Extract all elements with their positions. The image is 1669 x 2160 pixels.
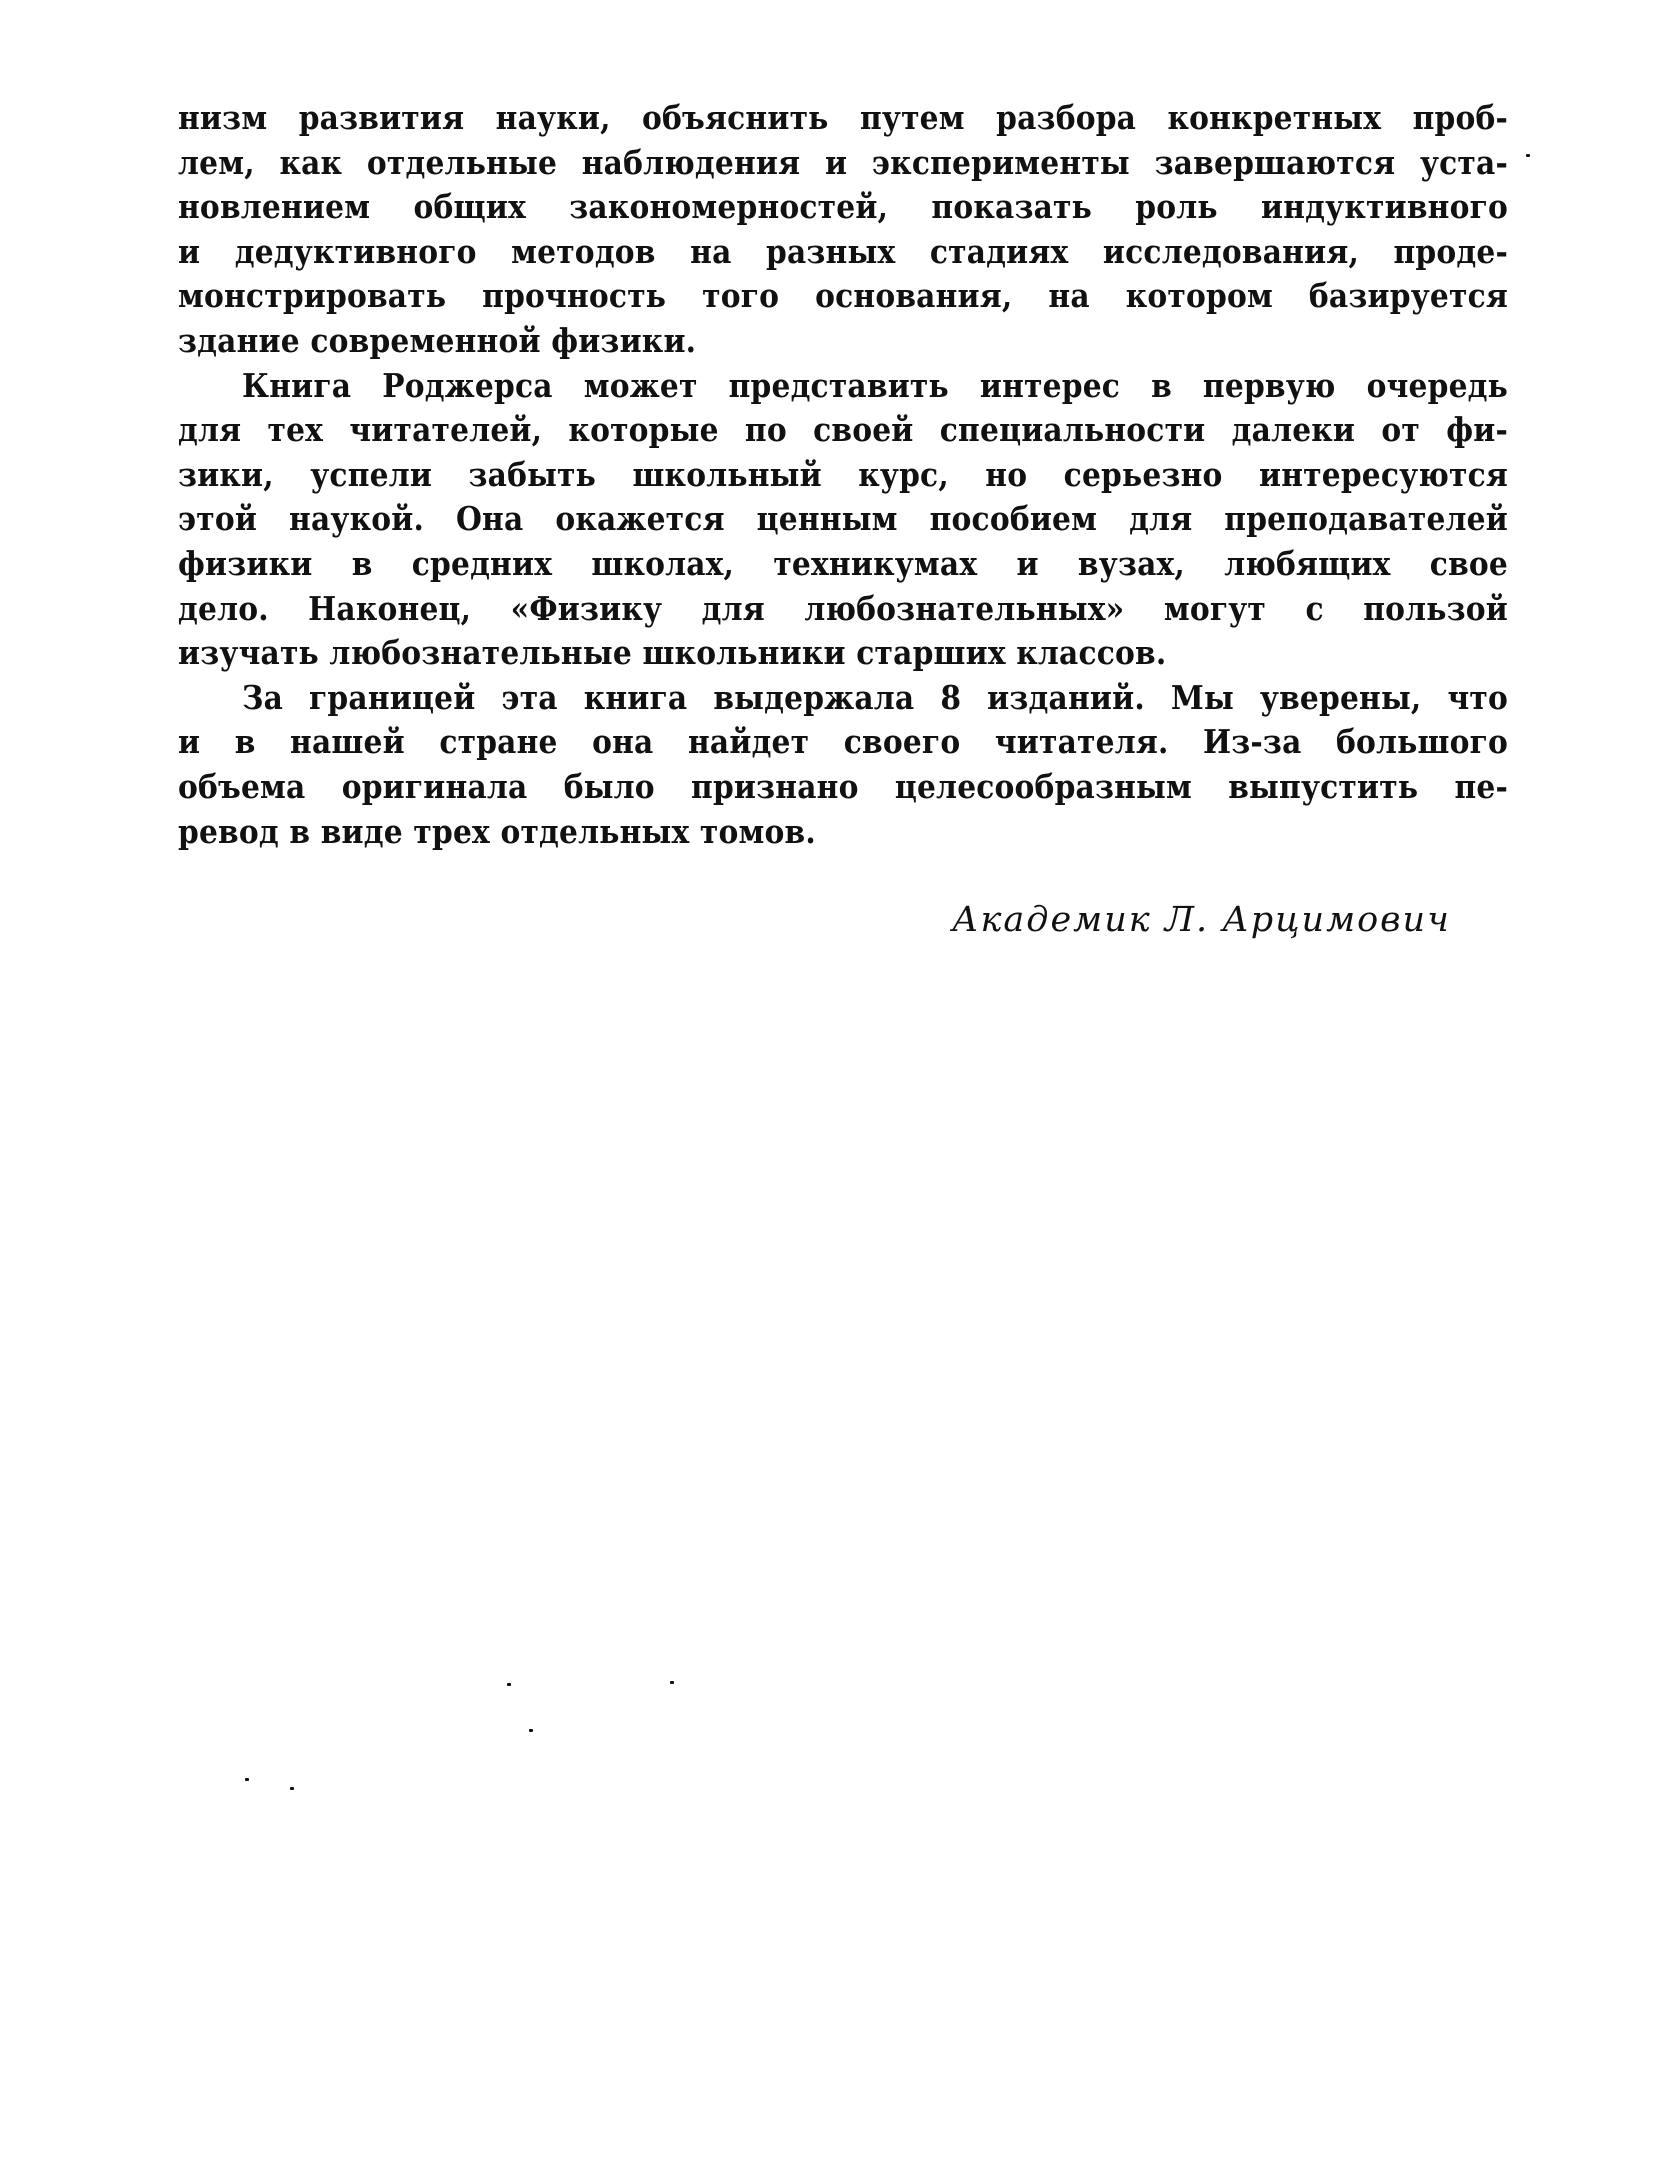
text-line: За границей эта книга выдержала 8 изданий. Мы уверены, что xyxy=(242,677,1508,717)
text-line: новлением общих закономерностей, показать роль индуктивного xyxy=(178,187,1508,227)
text-line: монстрировать прочность того основания, на котором базируется xyxy=(178,276,1508,316)
text-line: ревод в виде трех отдельных томов. xyxy=(178,811,816,851)
scan-speck xyxy=(507,1683,511,1686)
paragraph-2 xyxy=(178,364,1508,676)
text-line: низм развития науки, объяснить путем разбора конкретных проб- xyxy=(178,98,1508,137)
text-line: Книга Роджерса может представить интерес в первую очередь xyxy=(242,365,1508,405)
text-line: изучать любознательные школьники старших классов. xyxy=(178,633,1167,673)
text-line: объема оригинала было признано целесообразным выпустить пе- xyxy=(178,766,1508,806)
text-line: и дедуктивного методов на разных стадиях исследования, проде- xyxy=(178,231,1508,271)
text-line: дело. Наконец, «Физику для любознательных» могут с пользой xyxy=(178,588,1508,628)
scan-speck xyxy=(290,1787,294,1790)
text-line: лем, как отдельные наблюдения и эксперименты завершаются уста- xyxy=(178,142,1508,182)
text-line: физики в средних школах, техникумах и вузах, любящих свое xyxy=(178,543,1508,583)
scan-speck xyxy=(670,1681,674,1684)
author-signature: Академик Л. Арцимович xyxy=(952,900,1451,940)
text-line: для тех читателей, которые по своей специальности далеки от фи- xyxy=(178,410,1508,450)
text-line: и в нашей стране она найдет своего читателя. Из-за большого xyxy=(178,722,1508,762)
scan-speck xyxy=(529,1729,533,1732)
scan-speck xyxy=(1526,154,1530,157)
text-line: зики, успели забыть школьный курс, но серьезно интересуются xyxy=(178,454,1508,494)
paragraph-1 xyxy=(178,96,1508,364)
scan-speck xyxy=(245,1778,249,1781)
body-text xyxy=(178,96,1508,854)
text-line: здание современной физики. xyxy=(178,320,697,360)
text-line: этой наукой. Она окажется ценным пособием для преподавателей xyxy=(178,499,1508,539)
paragraph-3 xyxy=(178,676,1508,854)
